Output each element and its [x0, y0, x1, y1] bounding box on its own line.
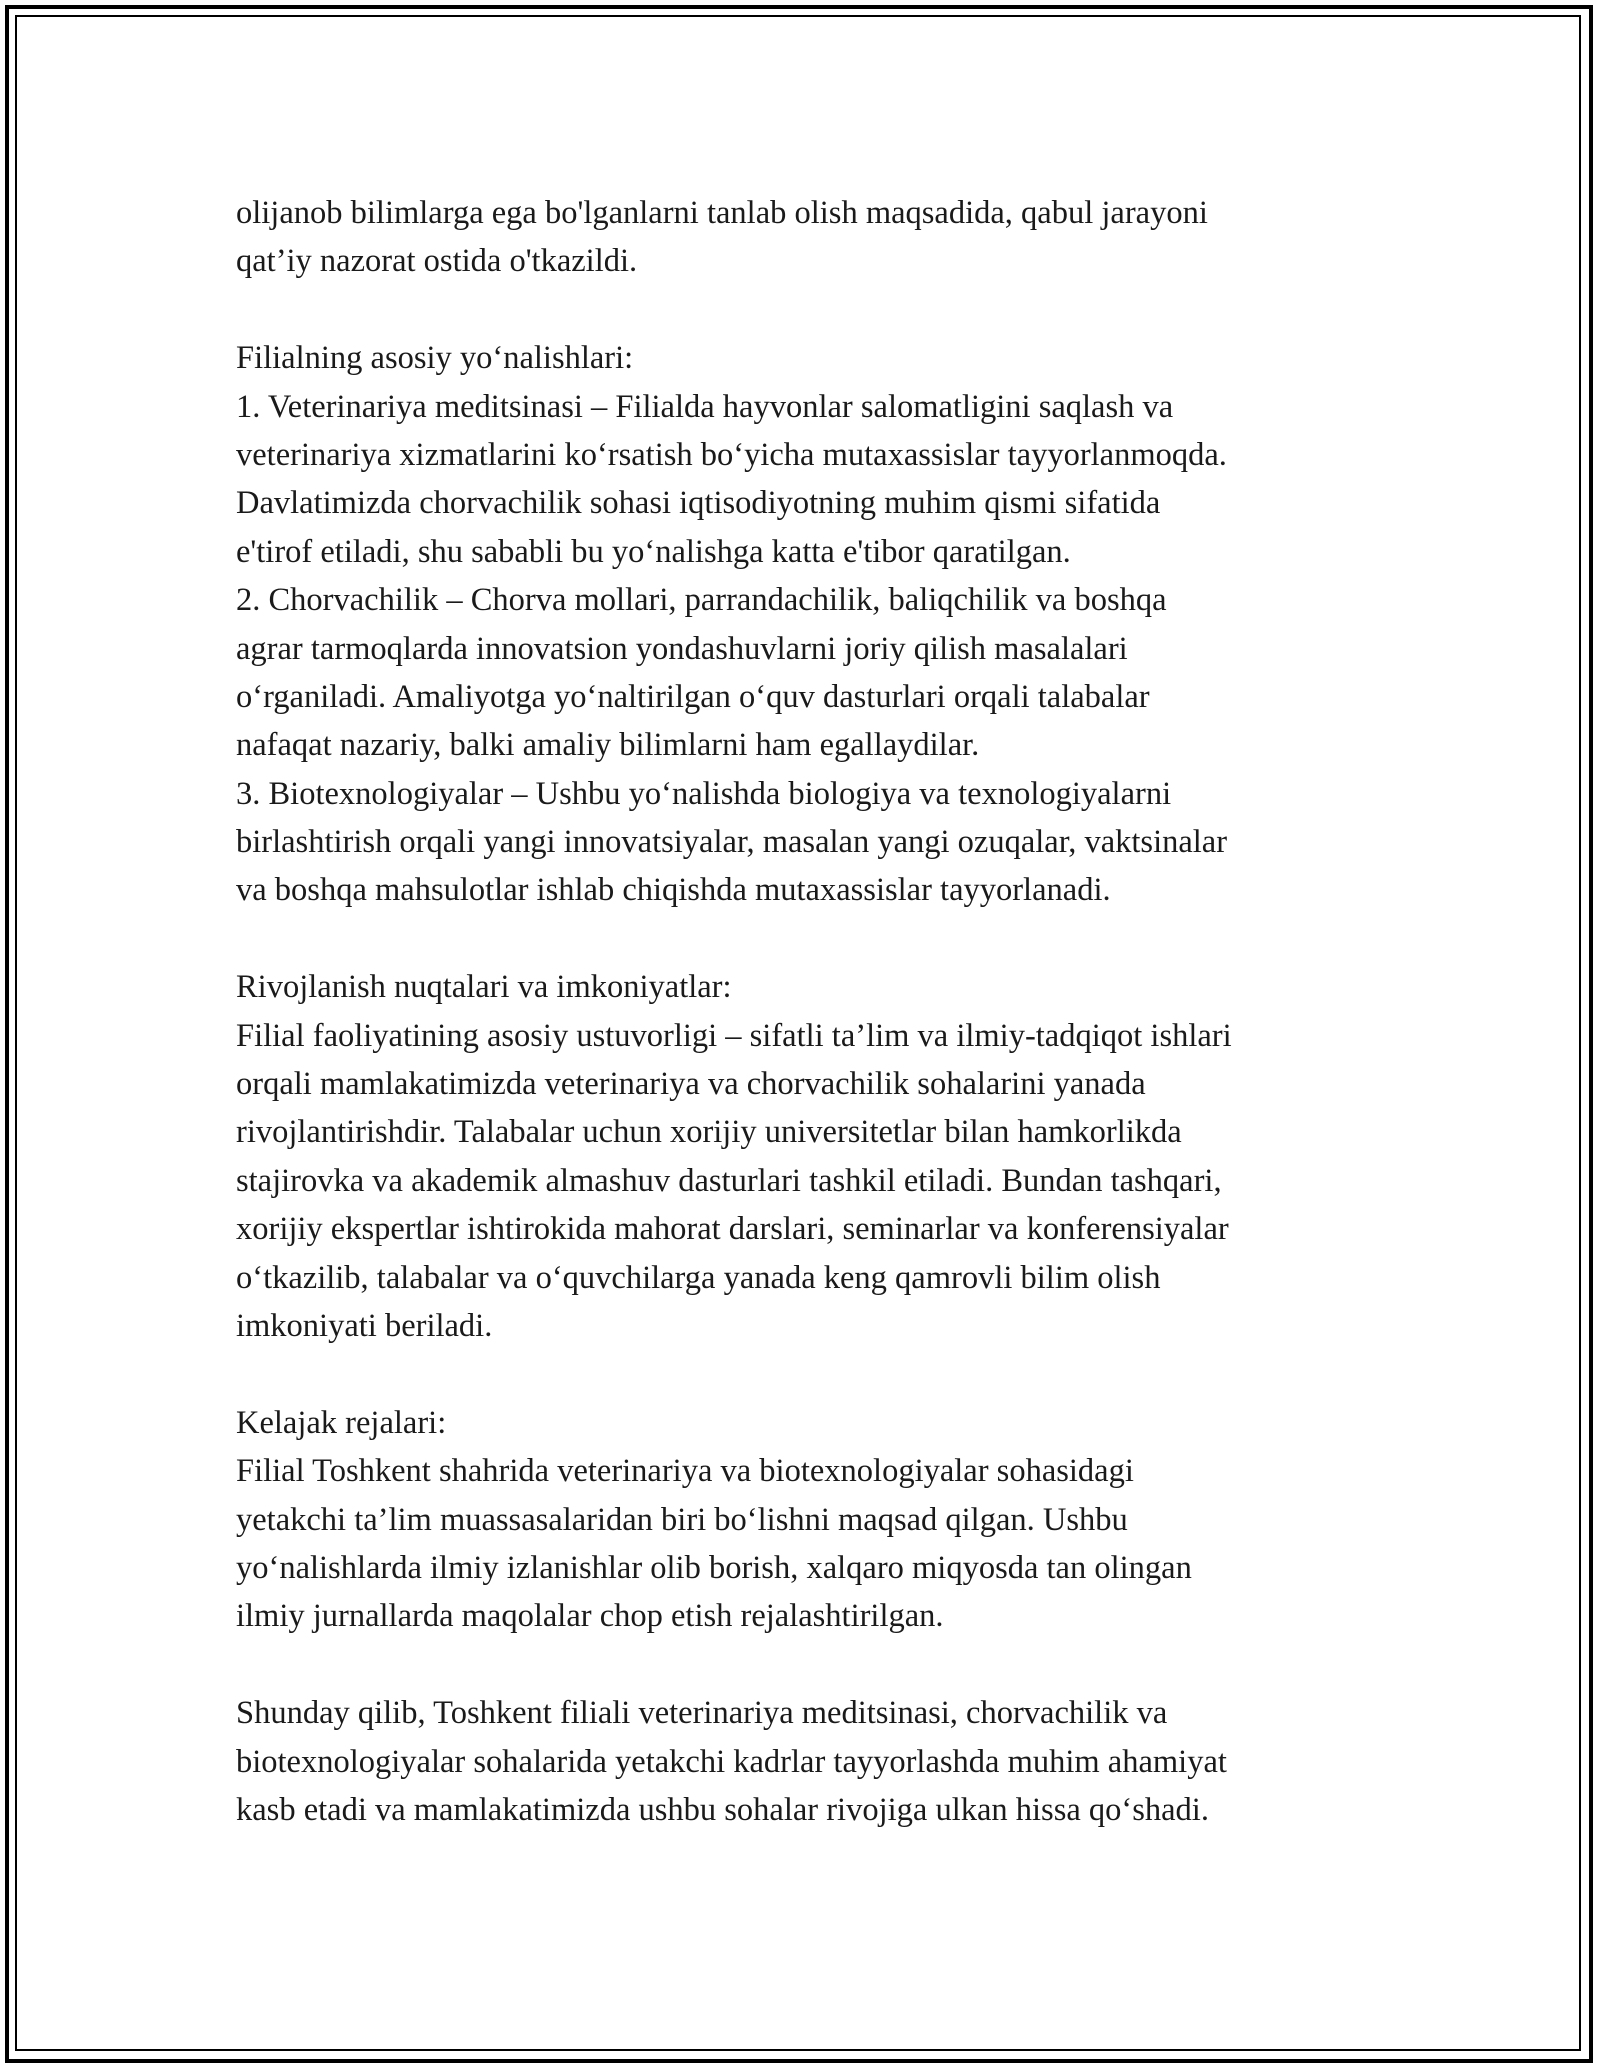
section-heading: Filialning asosiy yo‘nalishlari:	[236, 340, 634, 377]
paragraph-spacer	[236, 915, 1416, 963]
text-line: 2. Chorvachilik – Chorva mollari, parrandachilik, baliqchilik va boshqa	[236, 582, 1167, 619]
text-line: e'tirof etiladi, shu sababli bu yo‘nalishga katta e'tibor qaratilgan.	[236, 533, 1071, 570]
paragraph-spacer	[236, 1350, 1416, 1398]
text-line: olijanob bilimlarga ega bo'lganlarni tanlab olish maqsadida, qabul jarayoni	[236, 195, 1208, 231]
text-line: rivojlantirishdir. Talabalar uchun xorijiy universitetlar bilan hamkorlikda	[236, 1114, 1182, 1151]
directions-section	[236, 334, 1416, 915]
text-line: Filial Toshkent shahrida veterinariya va biotexnologiyalar sohasidagi	[236, 1453, 1134, 1490]
text-line: va boshqa mahsulotlar ishlab chiqishda mutaxassislar tayyorlanadi.	[236, 872, 1111, 909]
text-line: 3. Biotexnologiyalar – Ushbu yo‘nalishda biologiya va texnologiyalarni	[236, 775, 1172, 812]
text-line: stajirovka va akademik almashuv dasturlari tashkil etiladi. Bundan tashqari,	[236, 1162, 1222, 1199]
direction-item-livestock	[236, 576, 1416, 770]
text-line: Davlatimizda chorvachilik sohasi iqtisodiyotning muhim qismi sifatida	[236, 485, 1161, 522]
future-section	[236, 1399, 1416, 1641]
text-line: imkoniyati beriladi.	[236, 1307, 493, 1344]
text-line: agrar tarmoqlarda innovatsion yondashuvlarni joriy qilish masalalari	[236, 630, 1128, 667]
text-line: xorijiy ekspertlar ishtirokida mahorat darslari, seminarlar va konferensiyalar	[236, 1211, 1229, 1248]
text-line: o‘rganiladi. Amaliyotga yo‘naltirilgan o‘quv dasturlari orqali talabalar	[236, 678, 1150, 715]
paragraph-spacer	[236, 1641, 1416, 1689]
section-heading: Rivojlanish nuqtalari va imkoniyatlar:	[236, 969, 732, 1006]
text-line: qat’iy nazorat ostida o'tkazildi.	[236, 243, 638, 280]
text-line: Filial faoliyatining asosiy ustuvorligi – sifatli ta’lim va ilmiy-tadqiqot ishlari	[236, 1017, 1232, 1054]
document-body	[236, 189, 1416, 1834]
development-section	[236, 963, 1416, 1350]
text-line: yetakchi ta’lim muassasalaridan biri bo‘lishni maqsad qilgan. Ushbu	[236, 1501, 1128, 1538]
intro-paragraph	[236, 189, 1416, 286]
text-line: 1. Veterinariya meditsinasi – Filialda hayvonlar salomatligini saqlash va	[236, 388, 1174, 425]
text-line: nafaqat nazariy, balki amaliy bilimlarni ham egallaydilar.	[236, 727, 980, 764]
text-line: orqali mamlakatimizda veterinariya va chorvachilik sohalarini yanada	[236, 1066, 1146, 1103]
direction-item-biotechnology	[236, 770, 1416, 915]
text-line: kasb etadi va mamlakatimizda ushbu sohalar rivojiga ulkan hissa qo‘shadi.	[236, 1791, 1209, 1828]
text-line: birlashtirish orqali yangi innovatsiyalar, masalan yangi ozuqalar, vaktsinalar	[236, 824, 1228, 861]
text-line: veterinariya xizmatlarini ko‘rsatish bo‘yicha mutaxassislar tayyorlanmoqda.	[236, 436, 1227, 473]
conclusion-paragraph	[236, 1689, 1416, 1834]
text-line: o‘tkazilib, talabalar va o‘quvchilarga yanada keng qamrovli bilim olish	[236, 1259, 1161, 1296]
text-line: ilmiy jurnallarda maqolalar chop etish rejalashtirilgan.	[236, 1598, 944, 1635]
section-heading: Kelajak rejalari:	[236, 1404, 447, 1441]
direction-item-veterinary	[236, 383, 1416, 577]
text-line: yo‘nalishlarda ilmiy izlanishlar olib borish, xalqaro miqyosda tan olingan	[236, 1549, 1192, 1586]
text-line: Shunday qilib, Toshkent filiali veterinariya meditsinasi, chorvachilik va	[236, 1695, 1168, 1732]
paragraph-spacer	[236, 286, 1416, 334]
text-line: biotexnologiyalar sohalarida yetakchi kadrlar tayyorlashda muhim ahamiyat	[236, 1743, 1227, 1780]
